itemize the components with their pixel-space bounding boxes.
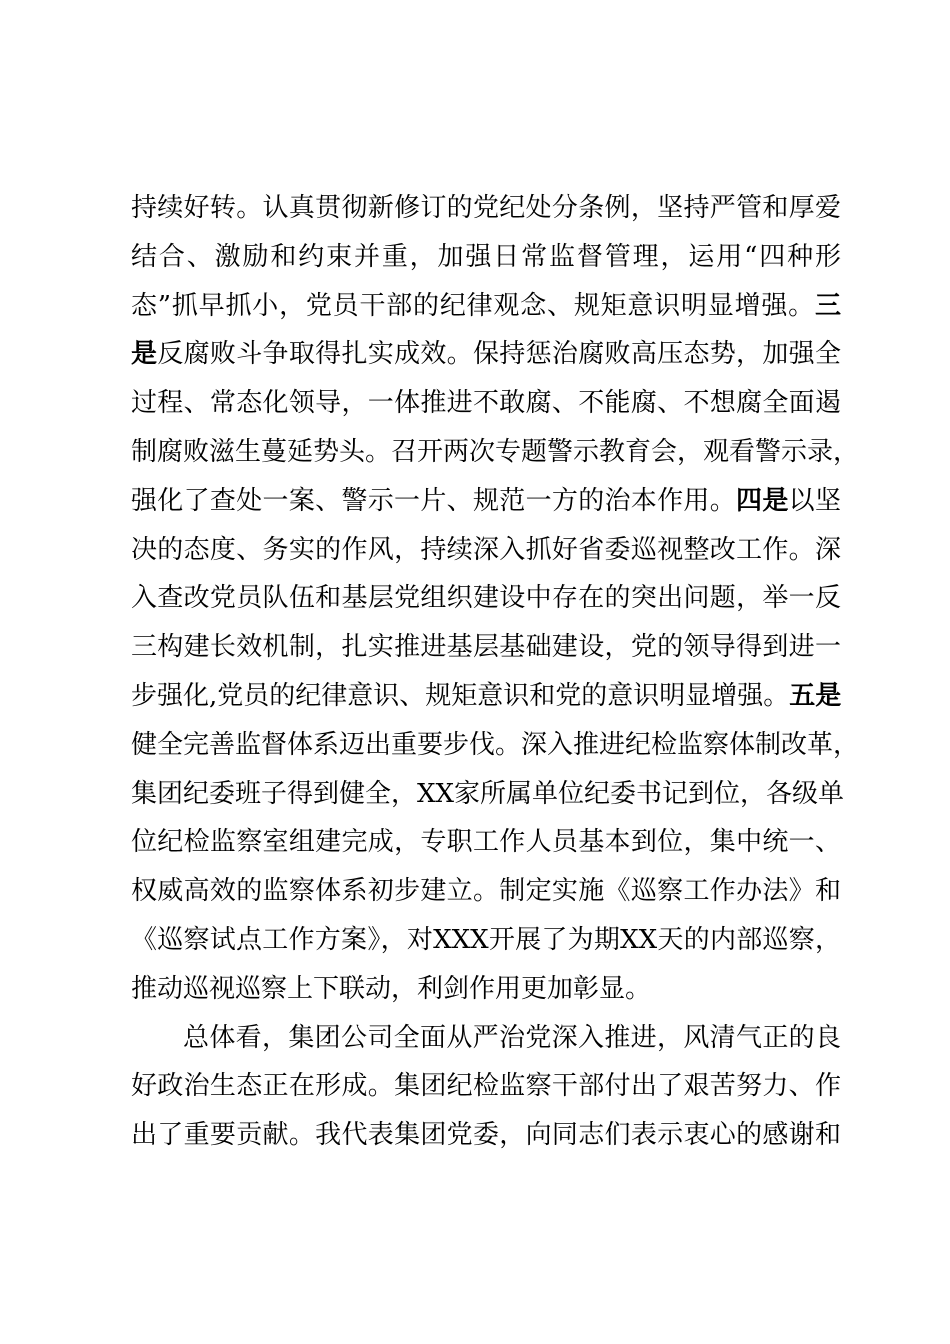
- bold-text-segment: 四是: [736, 485, 789, 516]
- text-segment: 决的态度、务实的作风，持续深入抓好省委巡视整改工作。深: [131, 534, 841, 565]
- text-line: [131, 672, 841, 721]
- text-line: [131, 379, 841, 428]
- text-segment: 位纪检监察室组建完成，专职工作人员基本到位，集中统一、: [131, 827, 841, 858]
- text-line: [131, 721, 860, 770]
- text-line: [131, 1062, 841, 1111]
- text-segment: 制腐败滋生蔓延势头。召开两次专题警示教育会，观看警示录，: [131, 436, 860, 467]
- text-segment: 步强化,党员的纪律意识、规矩意识和党的意识明显增强。: [131, 680, 790, 711]
- text-line: [131, 428, 860, 477]
- text-segment: 以坚: [788, 485, 841, 516]
- document-body-text: [131, 184, 860, 1160]
- text-line: [131, 916, 841, 965]
- text-segment: 入查改党员队伍和基层党组织建设中存在的突出问题，举一反: [131, 583, 841, 614]
- text-segment: 权威高效的监察体系初步建立。制定实施《巡察工作办法》和: [131, 876, 841, 907]
- text-line: [131, 233, 841, 282]
- text-segment: 三构建长效机制，扎实推进基层基础建设，党的领导得到进一: [131, 632, 841, 663]
- text-segment: 健全完善监督体系迈出重要步伐。深入推进纪检监察体制改革，: [131, 729, 860, 760]
- text-segment: 推动巡视巡察上下联动，利剑作用更加彰显。: [131, 973, 652, 1004]
- bold-text-segment: 五是: [789, 680, 842, 711]
- text-segment: 好政治生态正在形成。集团纪检监察干部付出了艰苦努力、作: [131, 1071, 841, 1102]
- text-segment: 《巡察试点工作方案》，对XXX开展了为期XX天的内部巡察，: [131, 924, 841, 955]
- text-segment: 结合、激励和约束并重，加强日常监督管理，运用“四种形: [131, 241, 841, 272]
- text-line: [131, 1014, 841, 1063]
- text-segment: 集团纪委班子得到健全，XX家所属单位纪委书记到位，各级单: [131, 778, 845, 809]
- text-line: [131, 184, 841, 233]
- text-line: [131, 477, 841, 526]
- text-line: [131, 330, 841, 379]
- text-segment: 出了重要贡献。我代表集团党委，向同志们表示衷心的感谢和: [131, 1120, 841, 1151]
- text-segment: 持续好转。认真贯彻新修订的党纪处分条例，坚持严管和厚爱: [131, 193, 841, 223]
- text-segment: 总体看，集团公司全面从严治党深入推进，风清气正的良: [183, 1022, 841, 1053]
- text-segment: 态”抓早抓小，党员干部的纪律观念、规矩意识明显增强。: [131, 290, 815, 321]
- text-line: [131, 867, 841, 916]
- text-line: [131, 282, 841, 331]
- text-segment: 过程、常态化领导，一体推进不敢腐、不能腐、不想腐全面遏: [131, 388, 841, 419]
- text-line: [131, 1111, 841, 1160]
- text-line: [131, 770, 845, 819]
- text-line: [131, 574, 841, 623]
- text-line: [131, 623, 841, 672]
- text-segment: 强化了查处一案、警示一片、规范一方的治本作用。: [131, 485, 737, 516]
- text-line: [131, 965, 841, 1014]
- bold-text-segment: 是: [131, 339, 158, 370]
- text-line: [131, 526, 841, 575]
- text-line: [131, 818, 841, 867]
- bold-text-segment: 三: [814, 290, 841, 321]
- text-segment: 反腐败斗争取得扎实成效。保持惩治腐败高压态势，加强全: [157, 339, 841, 370]
